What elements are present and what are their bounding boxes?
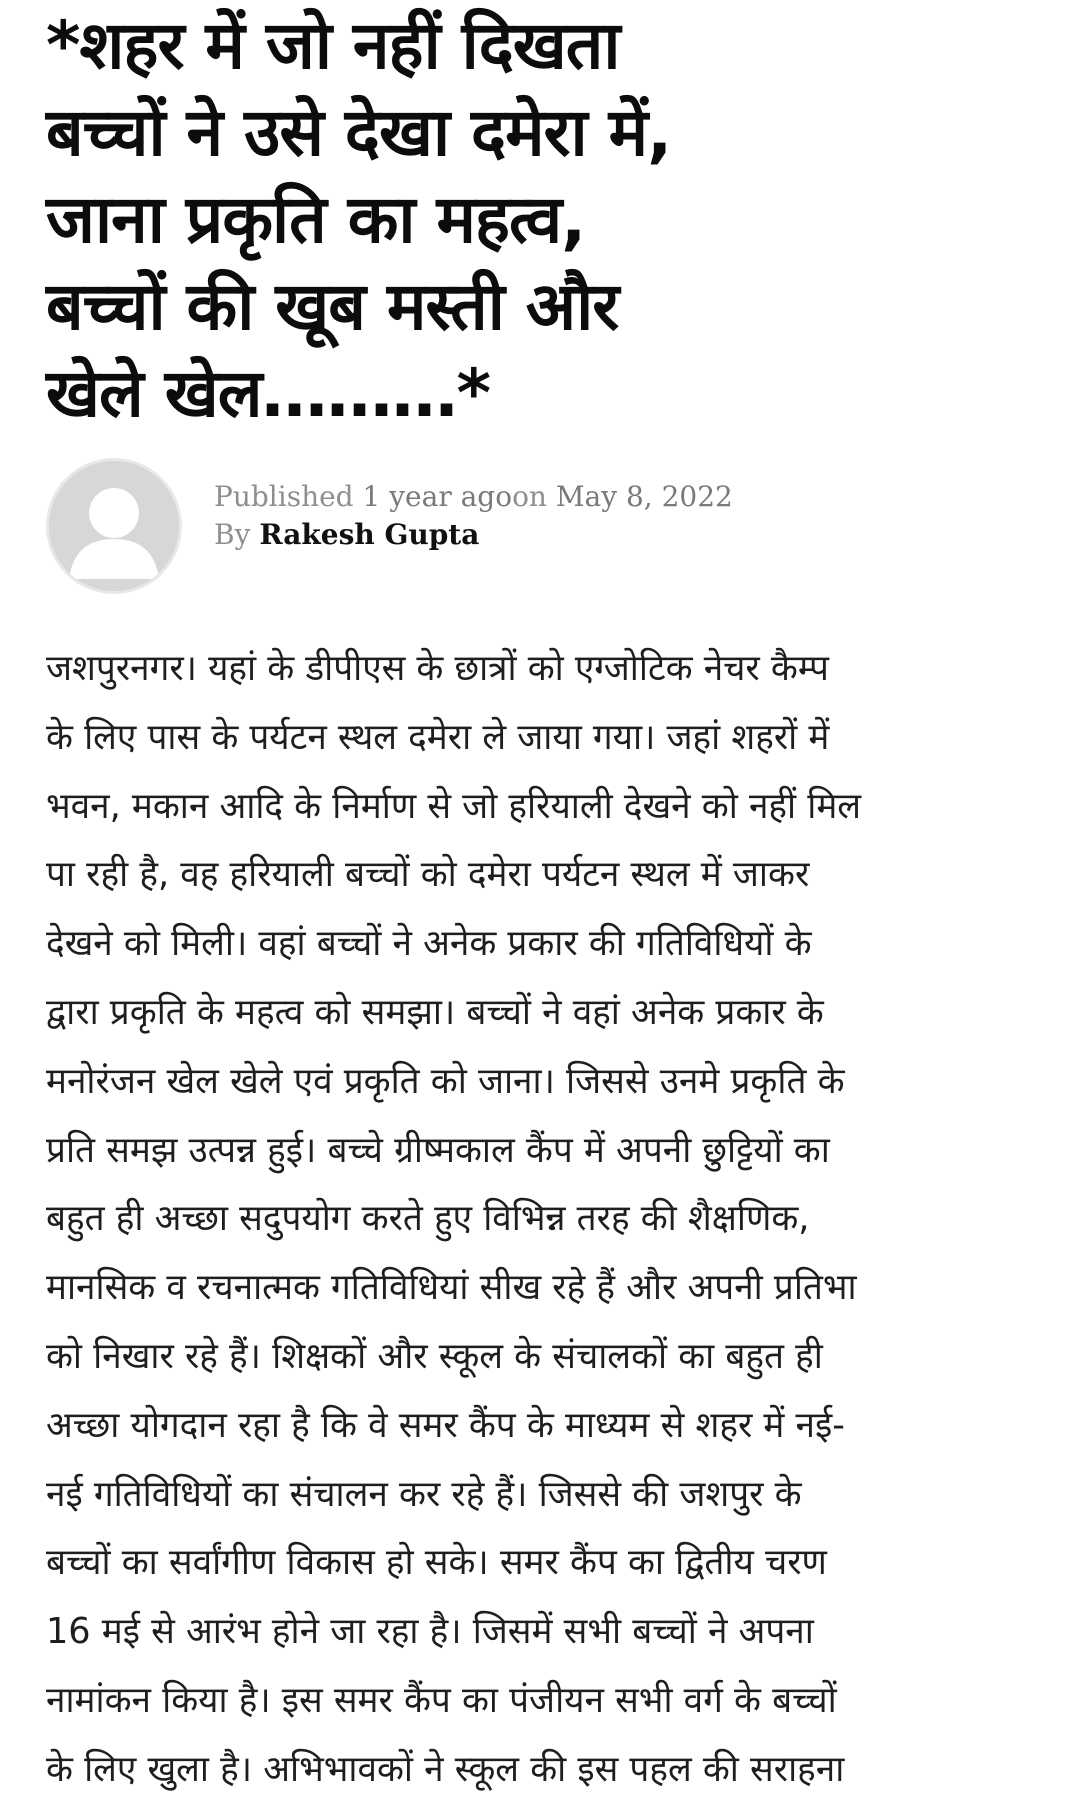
body-line: बच्चों का सर्वांगीण विकास हो सके। समर कैंप का द्वितीय चरण [46,1542,827,1584]
publish-date[interactable]: May 8, 2022 [555,480,733,513]
body-line: नामांकन किया है। इस समर कैंप का पंजीयन सभी वर्ग के बच्चों [46,1679,837,1721]
article-body [46,635,1046,1796]
article-title [46,2,806,437]
body-line: जशपुरनगर। यहां के डीपीएस के छात्रों को एग्जोटिक नेचर कैम्प [46,648,829,689]
body-line: पा रही है, वह हरियाली बच्चों को दमेरा पर्यटन स्थल में जाकर [46,854,810,896]
article-title-line: *शहर में जो नहीं दिखता [46,7,620,84]
article-meta [214,478,733,554]
article-title-line: बच्चों ने उसे देखा दमेरा में, [46,94,672,171]
article-title-line: खेले खेल………* [46,355,490,432]
body-line: द्वारा प्रकृति के महत्व को समझा। बच्चों ने वहां अनेक प्रकार के [46,991,824,1033]
body-line: के लिए पास के पर्यटन स्थल दमेरा ले जाया गया। जहां शहरों में [46,716,830,758]
body-line: बहुत ही अच्छा सदुपयोग करते हुए विभिन्न तरह की शैक्षणिक, [46,1198,810,1240]
published-label: Published [214,480,354,513]
by-label: By [214,518,251,551]
body-line: मानसिक व रचनात्मक गतिविधियां सीख रहे हैं और अपनी प्रतिभा [46,1267,857,1309]
byline [214,516,733,554]
body-line: के लिए खुला है। अभिभावकों ने स्कूल की इस पहल की सराहना [46,1748,845,1790]
body-line: को निखार रहे हैं। शिक्षकों और स्कूल के संचालकों का बहुत ही [46,1335,823,1377]
author-avatar[interactable] [46,458,182,594]
body-line: मनोरंजन खेल खेले एवं प्रकृति को जाना। जिससे उनमे प्रकृति के [46,1060,845,1102]
user-placeholder-icon [49,461,179,591]
author-name-link[interactable]: Rakesh Gupta [259,518,480,551]
body-line: 16 मई से आरंभ होने जा रहा है। जिसमें सभी बच्चों ने अपना [46,1611,814,1653]
body-line: नई गतिविधियों का संचालन कर रहे हैं। जिससे की जशपुर के [46,1473,802,1515]
body-line: देखने को मिली। वहां बच्चों ने अनेक प्रकार की गतिविधियों के [46,923,812,965]
article-title-line: जाना प्रकृति का महत्व, [46,181,586,258]
relative-time: 1 year ago [362,480,513,513]
publish-info [214,478,733,516]
body-line: प्रति समझ उत्पन्न हुई। बच्चे ग्रीष्मकाल कैंप में अपनी छुट्टियों का [46,1129,830,1171]
body-line: अच्छा योगदान रहा है कि वे समर कैंप के माध्यम से शहर में नई- [46,1404,845,1446]
article-title-line: बच्चों की खूब मस्ती और [46,268,619,345]
on-label: on [512,480,547,513]
article-meta-row [46,458,1046,598]
body-line: भवन, मकान आदि के निर्माण से जो हरियाली देखने को नहीं मिल [46,785,862,827]
